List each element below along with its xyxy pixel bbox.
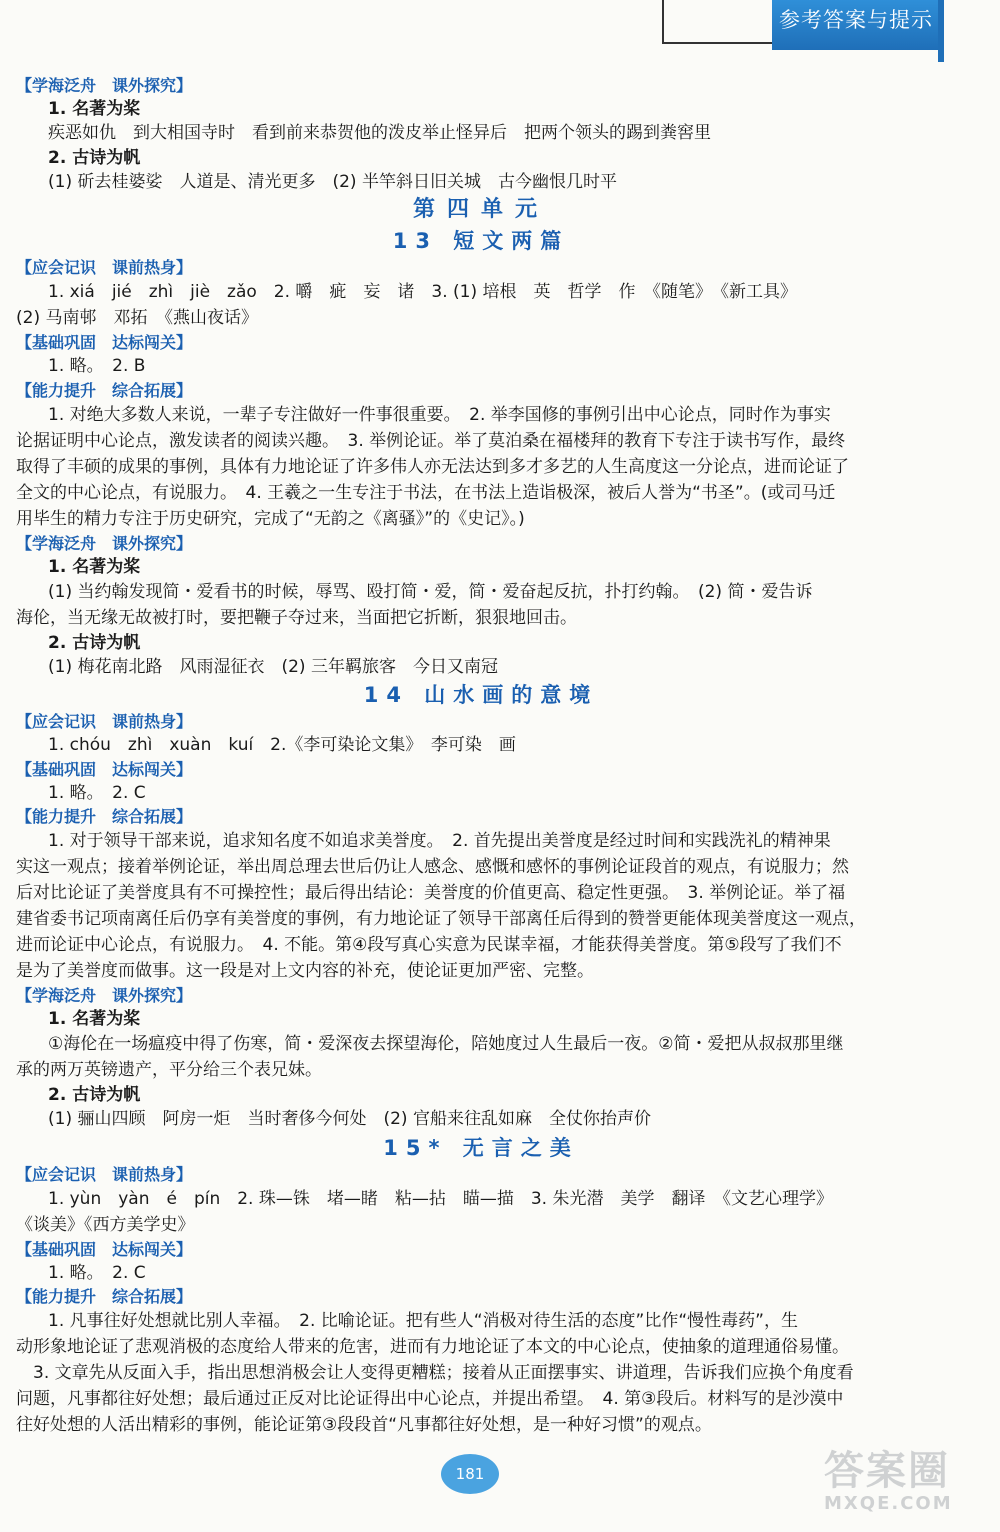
paragraph bbox=[16, 402, 946, 532]
section-label: 【应会记识 课前热身】 bbox=[16, 258, 193, 277]
lesson-title: 13 短文两篇 bbox=[392, 229, 570, 253]
paragraph-line: 3. 文章先从反面入手，指出思想消极会让人变得更糟糕；接着从正面摆事实、讲道理，告诉我们应换个角度看 bbox=[16, 1363, 854, 1383]
answer-line: (1) 斫去桂婆娑 人道是、清光更多 (2) 半竿斜日旧关城 古今幽恨几时平 bbox=[48, 171, 617, 192]
paragraph-line: 论据证明中心论点，激发读者的阅读兴趣。 3. 举例论证。举了莫泊桑在福楼拜的教育下专注于读书写作，最终 bbox=[16, 430, 846, 451]
paragraph-line: 1. 对绝大多数人来说，一辈子专注做好一件事很重要。 2. 举李国修的事例引出中心论点，同时作为事实 bbox=[48, 404, 831, 425]
question-heading: 1. 名著为桨 bbox=[48, 99, 141, 119]
answer-content bbox=[16, 74, 946, 1438]
paragraph-line: 1. 凡事往好处想就比别人幸福。 2. 比喻论证。把有些人“消极对待生活的态度”比作“慢性毒药”，生 bbox=[48, 1311, 798, 1331]
paragraph-line: (2) 马南邨 邓拓 《燕山夜话》 bbox=[16, 308, 258, 328]
section-label: 【基础巩固 达标闯关】 bbox=[16, 1239, 193, 1259]
paragraph-line: 后对比论证了美誉度具有不可操控性；最后得出结论：美誉度的价值更高、稳定性更强。 3. 举例论证。举了福 bbox=[16, 883, 846, 903]
watermark-logo bbox=[824, 1448, 984, 1518]
paragraph-line: 取得了丰硕的成果的事例，具体有力地论证了许多伟人亦无法达到多才多艺的人生高度这一分论点，进而论证了 bbox=[16, 456, 849, 477]
paragraph-line: 1. 对于领导干部来说，追求知名度不如追求美誉度。 2. 首先提出美誉度是经过时间和实践洗礼的精神果 bbox=[48, 831, 831, 851]
question-heading: 2. 古诗为帆 bbox=[48, 147, 141, 168]
paragraph-line: 进而论证中心论点，有说服力。 4. 不能。第④段写真心实意为民谋幸福，才能获得美誉度。第⑤段写了我们不 bbox=[16, 935, 842, 955]
answer-line: 1. 略。 2. C bbox=[48, 1262, 146, 1283]
section-label: 【能力提升 综合拓展】 bbox=[16, 807, 193, 826]
header-tab: 参考答案与提示 bbox=[772, 0, 940, 50]
answer-line: 1. chóu zhì xuàn kuí 2.《李可染论文集》 李可染 画 bbox=[48, 735, 516, 755]
paragraph-line: 《谈美》《西方美学史》 bbox=[16, 1214, 195, 1235]
paragraph-line: 实这一观点；接着举例论证，举出周总理去世后仍让人感念、感慨和感怀的事例论证段首的观点，有说服力；然 bbox=[16, 857, 849, 877]
paragraph bbox=[16, 1308, 946, 1438]
unit-title: 第四单元 bbox=[412, 197, 549, 222]
page-number: 181 bbox=[441, 1454, 499, 1494]
answer-line: 1. 略。 2. C bbox=[48, 782, 146, 803]
paragraph-line: 是为了美誉度而做事。这一段是对上文内容的补充，使论证更加严密、完整。 bbox=[16, 961, 594, 981]
question-heading: 1. 名著为桨 bbox=[48, 556, 141, 577]
answer-line: 1. 略。 2. B bbox=[48, 356, 146, 376]
question-heading: 2. 古诗为帆 bbox=[48, 1085, 141, 1105]
paragraph bbox=[16, 1186, 946, 1238]
paragraph-line: 承的两万英镑遗产，平分给三个表兄妹。 bbox=[16, 1060, 322, 1080]
paragraph-line: 动形象地论证了悲观消极的态度给人带来的危害，进而有力地论证了本文的中心论点，使抽象的道理通俗易懂。 bbox=[16, 1337, 849, 1357]
section-label: 【基础巩固 达标闯关】 bbox=[16, 333, 193, 352]
paragraph-line: 全文的中心论点，有说服力。 4. 王羲之一生专注于书法，在书法上造诣极深，被后人誉为“书圣”。(或司马迁 bbox=[16, 482, 836, 503]
watermark-small: MXQE.COM bbox=[824, 1493, 953, 1514]
paragraph-line: 用毕生的精力专注于历史研究，完成了“无韵之《离骚》”的《史记》。) bbox=[16, 508, 525, 529]
paragraph-line: 建省委书记项南离任后仍享有美誉度的事例，有力地论证了领导干部离任后得到的赞誉更能体现美誉度这一观点， bbox=[16, 909, 866, 929]
section-label: 【学海泛舟 课外探究】 bbox=[16, 986, 193, 1005]
paragraph-line: 1. yùn yàn é pín 2. 珠—铢 堵—睹 粘—拈 瞄—描 3. 朱光潜 美学 翻译 《文艺心理学》 bbox=[48, 1188, 833, 1209]
section-label: 【学海泛舟 课外探究】 bbox=[16, 533, 193, 553]
section-label: 【基础巩固 达标闯关】 bbox=[16, 759, 193, 779]
section-label: 【能力提升 综合拓展】 bbox=[16, 1287, 193, 1306]
paragraph bbox=[16, 579, 946, 631]
paragraph-line: (1) 当约翰发现简・爱看书的时候，辱骂、殴打简・爱，简・爱奋起反抗，扑打约翰。 (2) 简・爱告诉 bbox=[48, 581, 813, 602]
section-label: 【应会记识 课前热身】 bbox=[16, 1164, 193, 1184]
section-label: 【应会记识 课前热身】 bbox=[16, 712, 193, 731]
answer-line: 疾恶如仇 到大相国寺时 看到前来恭贺他的泼皮举止怪异后 把两个领头的踢到粪窖里 bbox=[48, 123, 711, 143]
paragraph-line: ①海伦在一场瘟疫中得了伤寒，简・爱深夜去探望海伦，陪她度过人生最后一夜。②简・爱把从叔叔那里继 bbox=[48, 1034, 844, 1054]
paragraph-line: 1. xiá jié zhì jiè zǎo 2. 嚼 疵 妄 诸 3. (1) 培根 英 哲学 作 《随笔》 《新工具》 bbox=[48, 282, 798, 302]
question-heading: 2. 古诗为帆 bbox=[48, 632, 141, 653]
paragraph-line: 问题，凡事都往好处想；最后通过正反对比论证得出中心论点，并提出希望。 4. 第③段后。材料写的是沙漠中 bbox=[16, 1389, 844, 1409]
section-label: 【能力提升 综合拓展】 bbox=[16, 380, 193, 400]
paragraph bbox=[16, 1031, 946, 1083]
question-heading: 1. 名著为桨 bbox=[48, 1009, 141, 1029]
answer-line: (1) 骊山四顾 阿房一炬 当时奢侈今何处 (2) 官船来往乱如麻 全仗你抬声价 bbox=[48, 1109, 651, 1129]
watermark-big: 答案圈 bbox=[824, 1448, 950, 1494]
lesson-title: 15* 无言之美 bbox=[383, 1135, 579, 1160]
paragraph bbox=[16, 828, 946, 984]
paragraph bbox=[16, 279, 946, 331]
answer-line: (1) 梅花南北路 风雨湿征衣 (2) 三年羁旅客 今日又南冠 bbox=[48, 656, 498, 677]
paragraph-line: 往好处想的人活出精彩的事例，能论证第③段段首“凡事都往好处想，是一种好习惯”的观点。 bbox=[16, 1415, 712, 1435]
paragraph-line: 海伦，当无缘无故被打时，要把鞭子夺过来，当面把它折断，狠狠地回击。 bbox=[16, 607, 577, 628]
lesson-title: 14 山水画的意境 bbox=[363, 683, 599, 707]
section-label: 【学海泛舟 课外探究】 bbox=[16, 76, 193, 95]
